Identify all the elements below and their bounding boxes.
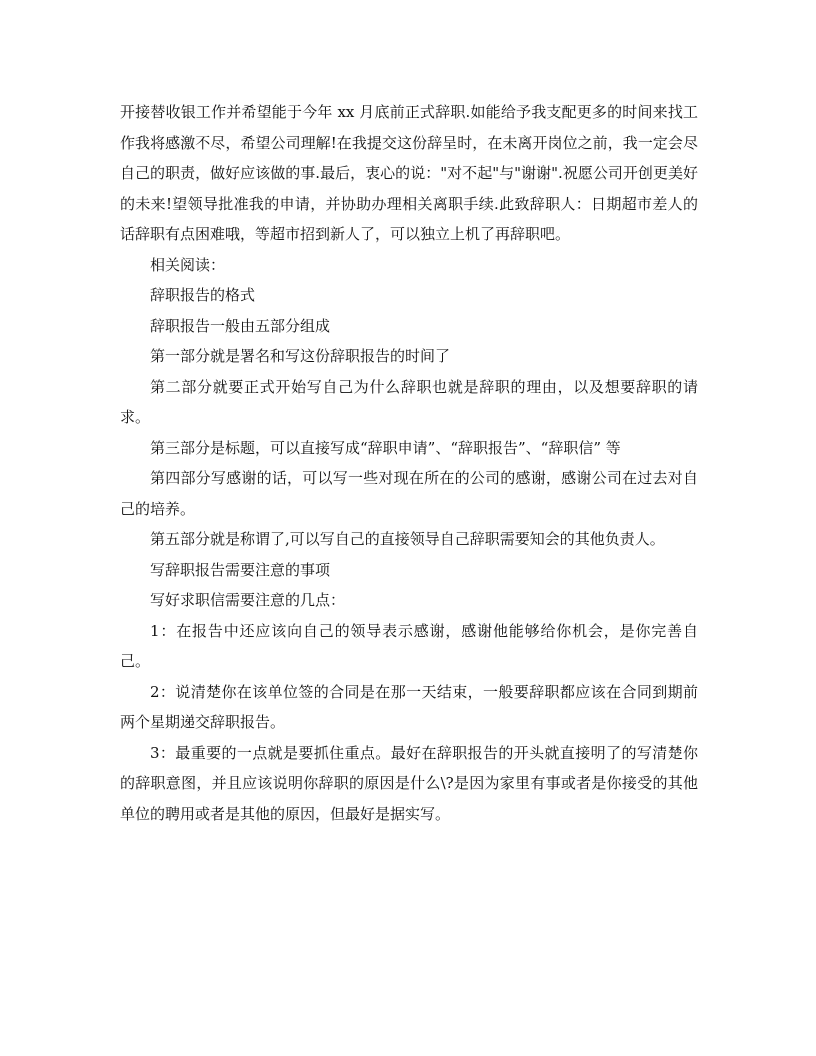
paragraph: 1：在报告中还应该向自己的领导表示感谢，感谢他能够给你机会，是你完善自己。 (120, 621, 698, 670)
paragraph: 第一部分就是署名和写这份辞职报告的时间了 (150, 347, 451, 365)
paragraph: 第三部分是标题，可以直接写成“辞职申请”、“辞职报告”、“辞职信” 等 (150, 438, 621, 457)
paragraph: 第二部分就要正式开始写自己为什么辞职也就是辞职的理由，以及想要辞职的请求。 (120, 377, 698, 426)
paragraph: 3：最重要的一点就是要抓住重点。最好在辞职报告的开头就直接明了的写清楚你的辞职意图，并且应该说明你辞职的原因是什么\?是因为家里有事或者是你接受的其他单位的聘用或者是其他的原因，但最好是据实写。 (120, 743, 698, 823)
paragraph: 相关阅读： (150, 255, 226, 274)
paragraph: 第五部分就是称谓了,可以写自己的直接领导自己辞职需要知会的其他负责人。 (150, 530, 665, 548)
paragraph: 辞职报告一般由五部分组成 (150, 316, 331, 335)
paragraph: 写辞职报告需要注意的事项 (150, 560, 331, 579)
document-body (120, 97, 698, 829)
paragraph: 第四部分写感谢的话，可以写一些对现在所在的公司的感谢，感谢公司在过去对自己的培养。 (120, 469, 698, 518)
paragraph: 写好求职信需要注意的几点： (150, 591, 346, 609)
paragraph: 开接替收银工作并希望能于今年 xx 月底前正式辞职.如能给予我支配更多的时间来找工作我将感激不尽，希望公司理解!在我提交这份辞呈时，在未离开岗位之前，我一定会尽自己的职责，做好应该做的事.最后，衷心的说："对不起"与"谢谢".祝愿公司开创更美好的未来!望领导批准我的申请，并协助办理相关离职手续.此致辞职人：日期超市差人的话辞职有点困难哦，等超市招到新人了，可以独立上机了再辞职吧。 (120, 103, 698, 243)
paragraph: 2：说清楚你在该单位签的合同是在那一天结束，一般要辞职都应该在合同到期前两个星期递交辞职报告。 (120, 682, 698, 731)
paragraph: 辞职报告的格式 (150, 286, 256, 304)
